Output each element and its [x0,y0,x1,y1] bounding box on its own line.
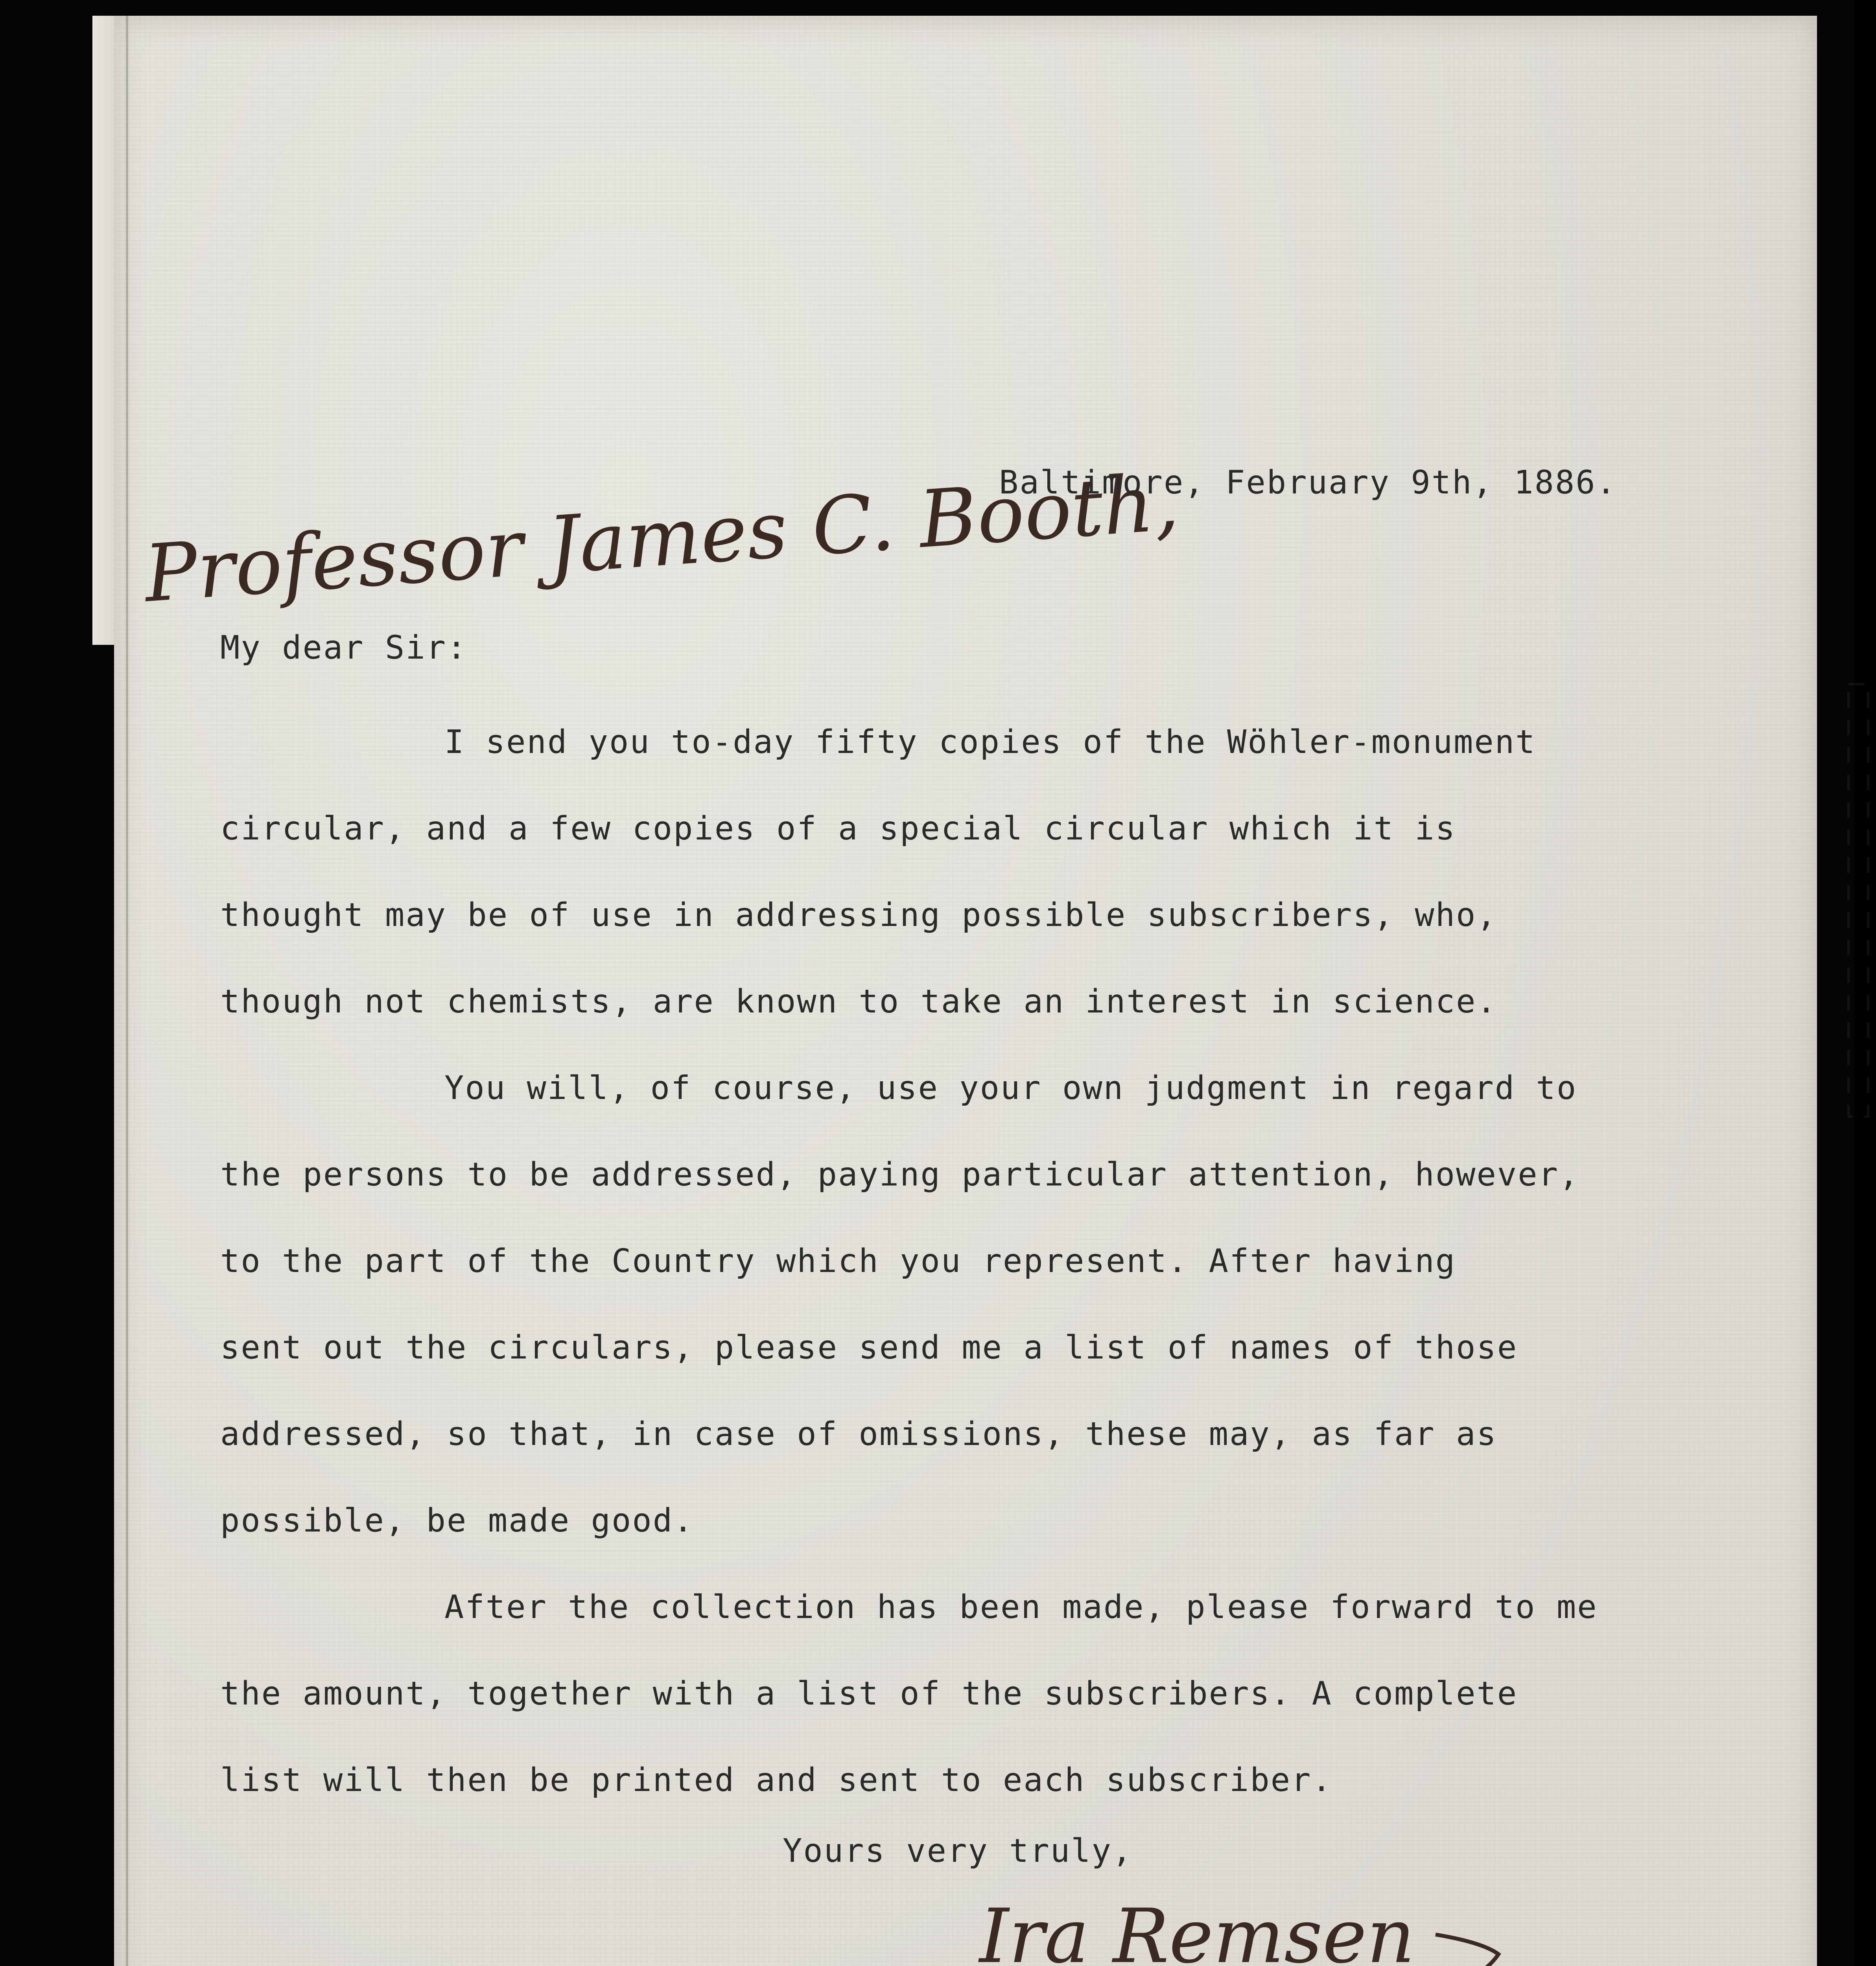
body-line: thought may be of use in addressing possible subscribers, who, [220,896,1497,934]
body-line: though not chemists, are known to take an interest in science. [220,983,1497,1020]
body-line: to the part of the Country which you represent. After having [220,1243,1456,1280]
body-line: possible, be made good. [220,1502,694,1539]
body-line: After the collection has been made, please forward to me [444,1589,1598,1626]
body-line: You will, of course, use your own judgment in regard to [444,1070,1577,1107]
body-line: addressed, so that, in case of omissions, these may, as far as [220,1416,1497,1453]
addressee-text: Professor James C. Booth, [141,456,1182,620]
salutation: My dear Sir: [220,629,468,666]
body-line: I send you to-day fifty copies of the Wöhler-monument [444,723,1536,761]
body-line: the persons to be addressed, paying particular attention, however, [220,1156,1580,1193]
signature-text: Ira Remsen [979,1893,1415,1966]
paper-fold-line [126,16,128,1966]
handwritten-addressee [141,456,1182,637]
signature-flourish [1436,1935,1498,1966]
body-line: sent out the circulars, please send me a list of names of those [220,1329,1518,1366]
closing: Yours very truly, [783,1832,1133,1870]
body-line: list will then be printed and sent to each subscriber. [220,1762,1332,1799]
faint-stamp-mark [1841,684,1876,1117]
body-line: the amount, together with a list of the subscribers. A complete [220,1675,1518,1712]
body-line: circular, and a few copies of a special circular which it is [220,810,1456,847]
handwritten-signature [971,1876,1514,1966]
letter-date: Baltimore, February 9th, 1886. [999,464,1617,501]
